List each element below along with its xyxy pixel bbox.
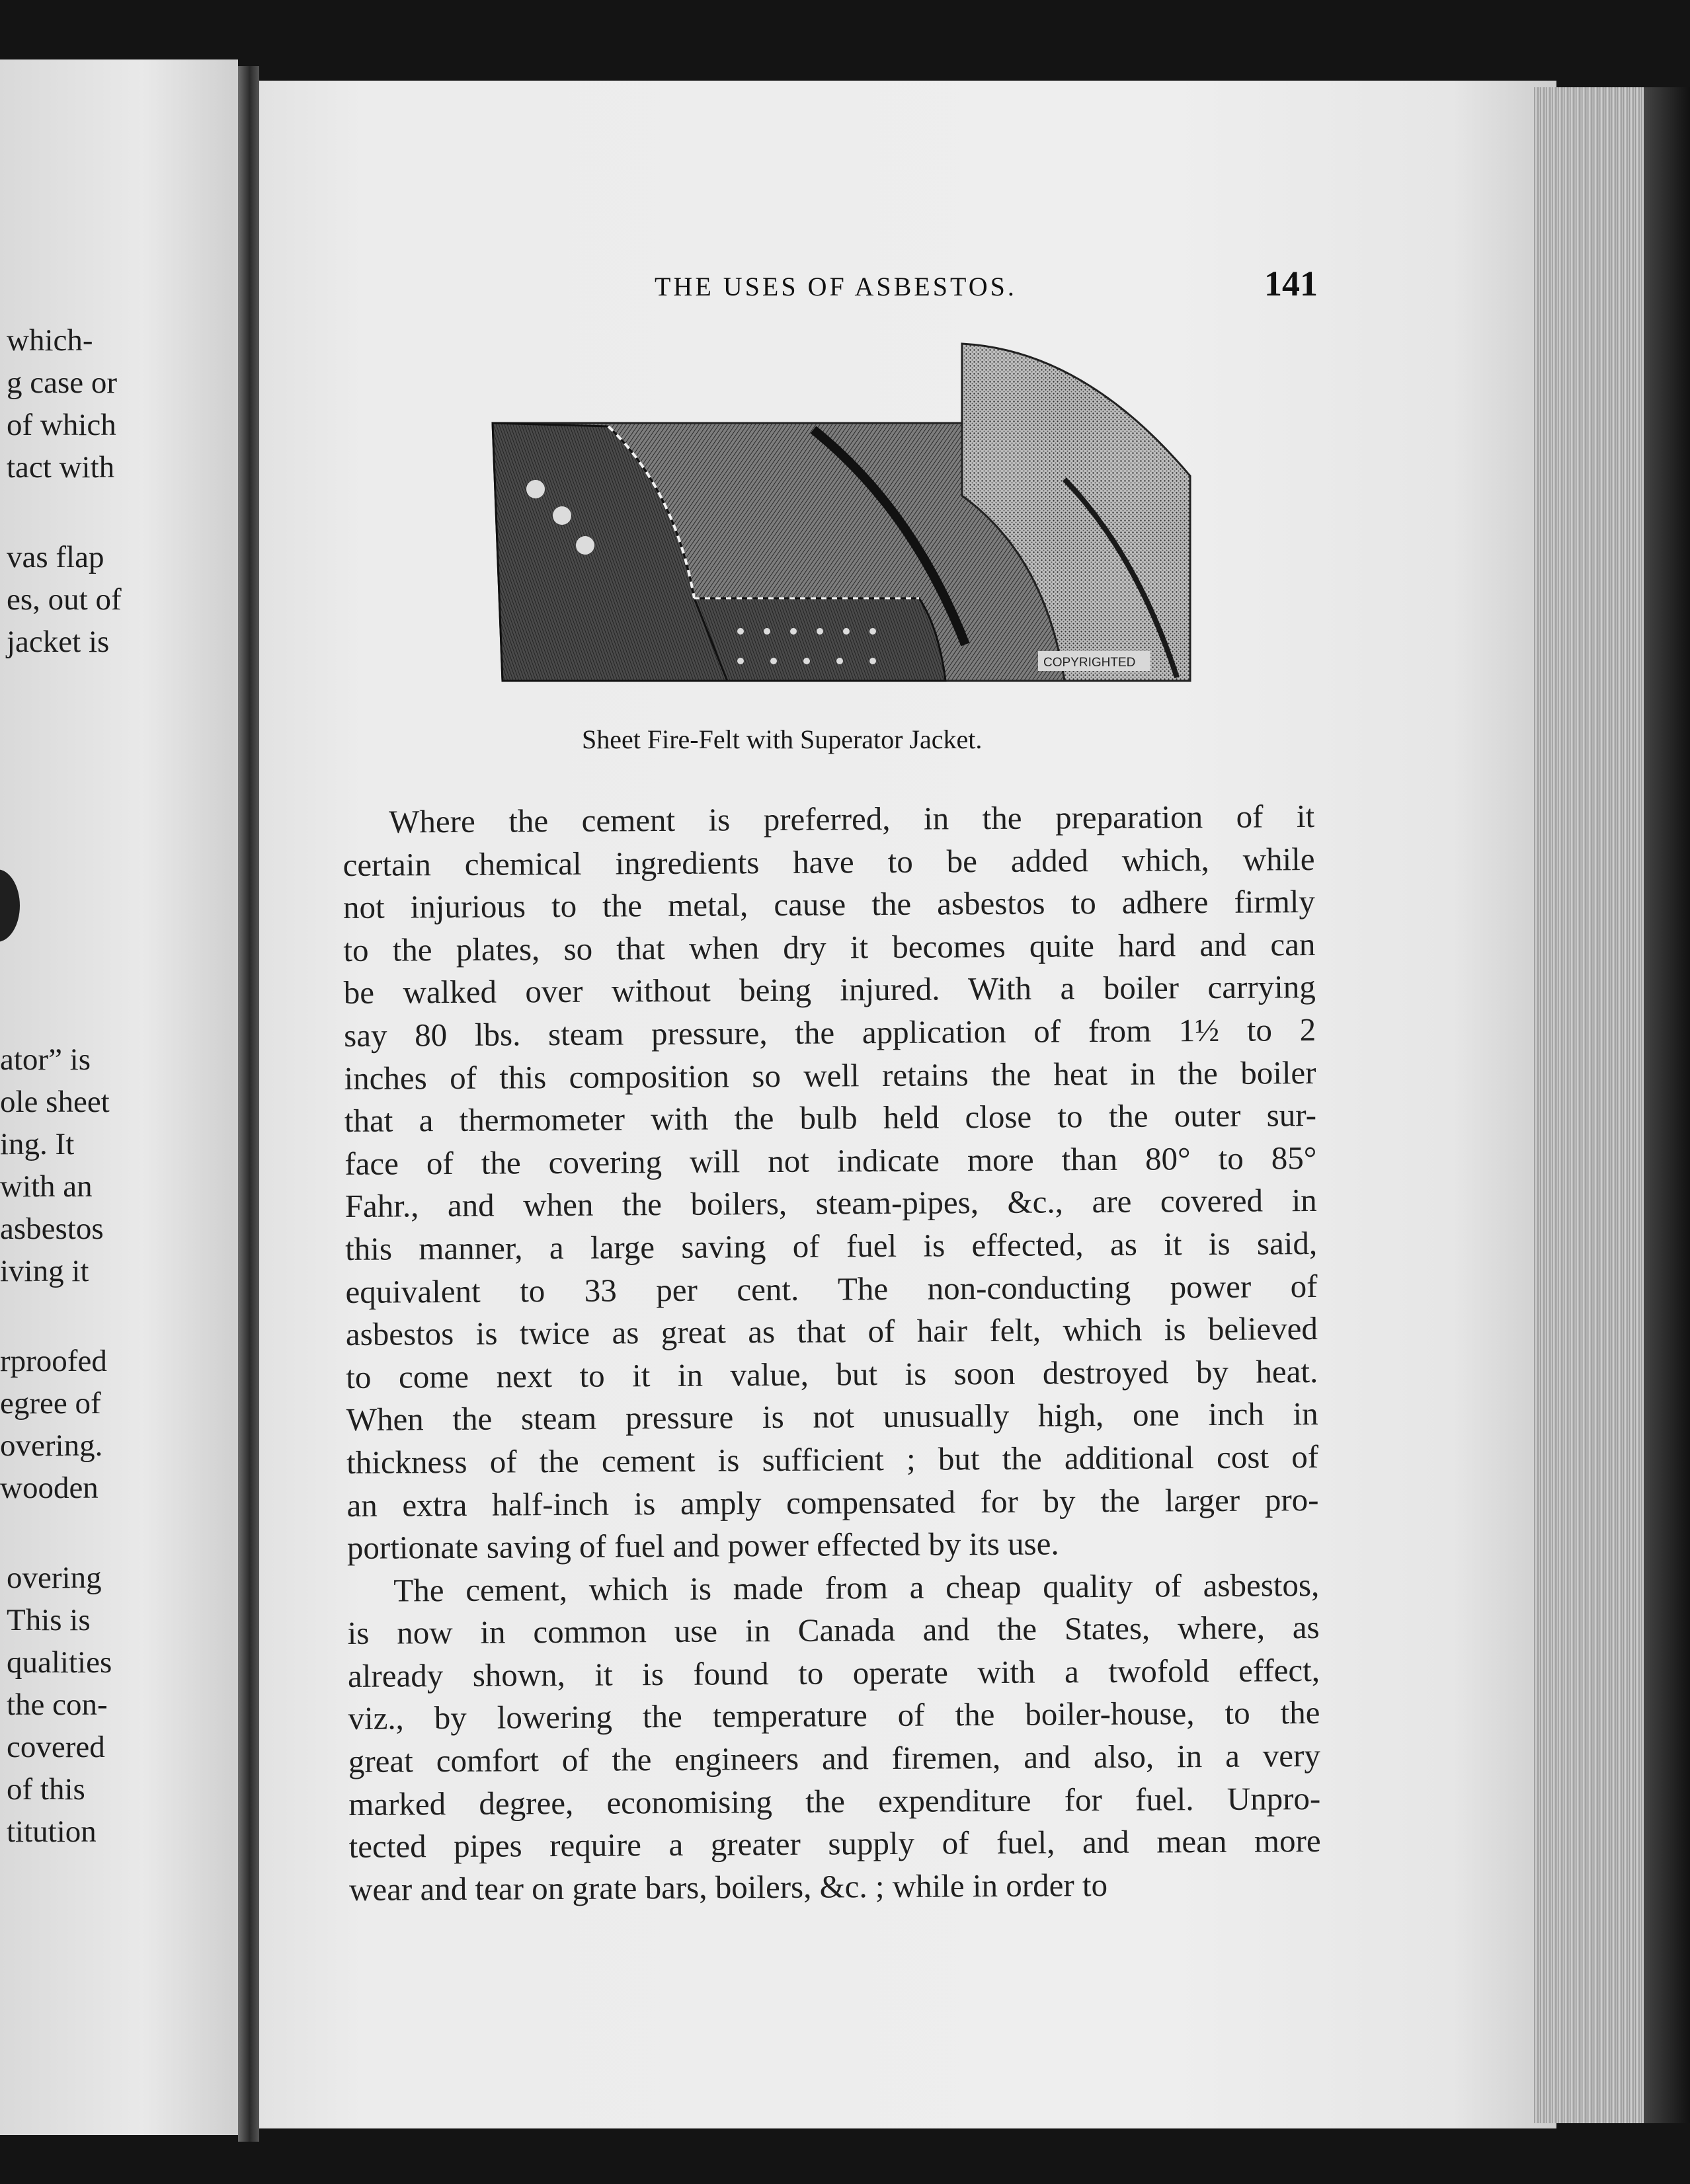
body-line: great comfort of the engineers and firemen, and also, in a very: [348, 1737, 1321, 1780]
left-page-line: which-: [7, 323, 93, 358]
left-page-line: rproofed: [0, 1344, 107, 1378]
left-page-line: ator” is: [0, 1042, 91, 1077]
body-line: this manner, a large saving of fuel is effected, as it is said,: [344, 1224, 1318, 1267]
left-page-line: of this: [7, 1772, 85, 1807]
body-line: wear and tear on grate bars, boilers, &c. ; while in order to: [348, 1866, 1108, 1908]
body-text: [342, 795, 1321, 1911]
body-line: Where the cement is preferred, in the preparation of it: [389, 798, 1315, 840]
left-page: [0, 59, 238, 2135]
left-page-ornament: [0, 869, 20, 942]
left-page-line: jacket is: [7, 625, 110, 659]
left-page-line: ing. It: [0, 1127, 75, 1161]
body-line: Fahr., and when the boilers, steam-pipes, &c., are covered in: [344, 1182, 1317, 1225]
body-line: asbestos is twice as great as that of hair felt, which is believed: [345, 1310, 1318, 1353]
body-line: be walked over without being injured. With a boiler carrying: [343, 968, 1316, 1011]
body-line: to the plates, so that when dry it becomes quite hard and can: [343, 925, 1316, 968]
left-page-line: the con-: [7, 1688, 108, 1722]
body-line: is now in common use in Canada and the States, where, as: [347, 1609, 1320, 1652]
body-line: inches of this composition so well retains the heat in the boiler: [344, 1054, 1316, 1097]
boiler-illustration: [489, 337, 1197, 694]
left-page-line: of which: [7, 408, 116, 442]
body-line: not injurious to the metal, cause the asbestos to adhere firmly: [342, 883, 1316, 926]
body-line: portionate saving of fuel and power effected by its use.: [346, 1525, 1059, 1567]
page-edges: [1534, 87, 1690, 2123]
body-line: that a thermometer with the bulb held close to the outer sur-: [344, 1097, 1317, 1140]
page-number: 141: [1264, 264, 1318, 303]
body-line: viz., by lowering the temperature of the boiler-house, to the: [348, 1694, 1320, 1737]
body-line: an extra half-inch is amply compensated for by the larger pro-: [346, 1481, 1319, 1524]
body-line: tected pipes require a greater supply of fuel, and mean more: [348, 1822, 1321, 1865]
body-line: to come next to it in value, but is soon destroyed by heat.: [346, 1352, 1318, 1395]
left-page-line: This is: [7, 1603, 91, 1637]
left-page-line: qualities: [7, 1645, 112, 1680]
left-page-line: titution: [7, 1814, 97, 1849]
left-page-line: g case or: [7, 366, 118, 400]
body-line: The cement, which is made from a cheap quality of asbestos,: [393, 1566, 1320, 1609]
figure-caption: Sheet Fire-Felt with Superator Jacket.: [582, 724, 983, 754]
left-page-line: es, out of: [7, 582, 122, 617]
body-line: say 80 lbs. steam pressure, the application of from 1½ to 2: [343, 1011, 1316, 1054]
left-page-line: overing.: [0, 1428, 103, 1463]
body-line: marked degree, economising the expenditure for fuel. Unpro-: [348, 1779, 1321, 1822]
body-line: When the steam pressure is not unusually high, one inch in: [346, 1395, 1318, 1438]
body-line: certain chemical ingredients have to be added which, while: [342, 840, 1315, 883]
left-page-line: iving it: [0, 1254, 89, 1288]
running-head: THE USES OF ASBESTOS.: [655, 272, 1017, 301]
copyright-stamp: COPYRIGHTED: [1043, 656, 1136, 670]
body-line: equivalent to 33 per cent. The non-conducting power of: [345, 1267, 1318, 1310]
left-page-line: egree of: [0, 1386, 101, 1421]
body-line: face of the covering will not indicate more than 80° to 85°: [344, 1139, 1317, 1182]
body-line: already shown, it is found to operate with a twofold effect,: [347, 1651, 1320, 1694]
left-page-line: covered: [7, 1730, 105, 1764]
body-line: thickness of the cement is sufficient ; but the additional cost of: [346, 1438, 1319, 1481]
left-page-line: with an: [0, 1169, 93, 1204]
left-page-line: vas flap: [7, 540, 104, 574]
book-gutter: [238, 66, 259, 2142]
left-page-line: asbestos: [0, 1212, 104, 1246]
left-page-line: ole sheet: [0, 1085, 110, 1119]
left-page-line: overing: [7, 1561, 102, 1595]
left-page-line: wooden: [0, 1471, 99, 1505]
left-page-line: tact with: [7, 450, 115, 485]
